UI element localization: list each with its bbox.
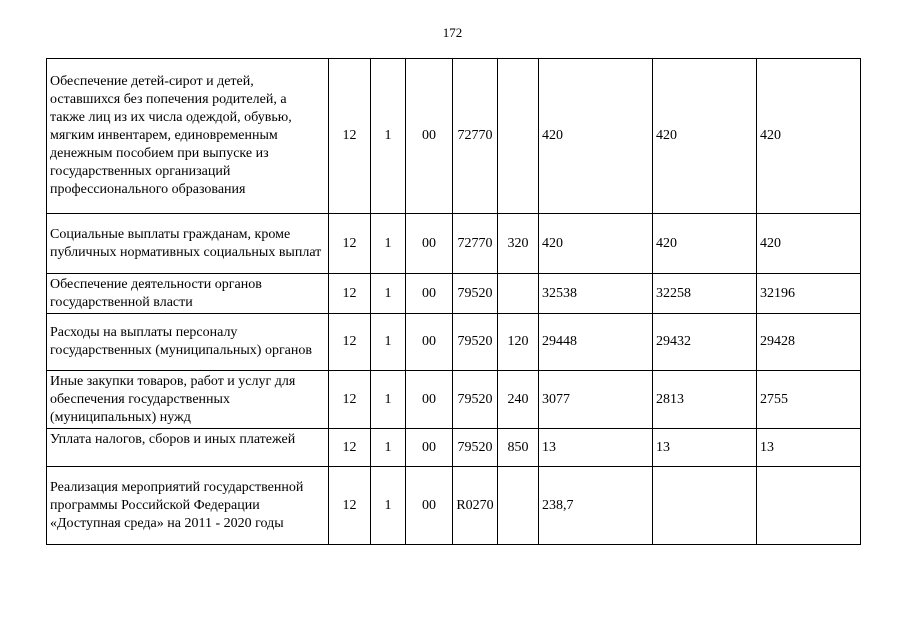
code-expense-type: 240 [498,371,539,429]
budget-table [46,58,861,545]
code-article: 79520 [453,274,498,314]
code-program: 00 [406,214,453,274]
amount-year-3: 420 [757,214,861,274]
code-article: 79520 [453,429,498,467]
code-expense-type: 120 [498,314,539,371]
table-row [47,314,861,371]
row-name: Иные закупки товаров, работ и услуг для обеспечения государственных (муниципальных) нужд [47,371,329,429]
code-program: 00 [406,371,453,429]
code-section: 12 [329,314,371,371]
amount-year-2: 13 [653,429,757,467]
amount-year-1: 420 [539,214,653,274]
amount-year-1: 13 [539,429,653,467]
page-number: 172 [442,25,463,40]
code-subsection: 1 [371,274,406,314]
row-name: Уплата налогов, сборов и иных платежей [47,429,329,467]
amount-year-1: 3077 [539,371,653,429]
row-name: Социальные выплаты гражданам, кроме публичных нормативных социальных выплат [47,214,329,274]
amount-year-2: 2813 [653,371,757,429]
amount-year-3: 2755 [757,371,861,429]
amount-year-1: 420 [539,59,653,214]
row-name: Обеспечение детей-сирот и детей, оставшихся без попечения родителей, а также лиц из их числа одеждой, обувью, мягким инвентарем, единовременным денежным пособием при выпуске из государственных организаций профессионального образования [47,59,329,214]
code-subsection: 1 [371,429,406,467]
code-article: 72770 [453,214,498,274]
code-section: 12 [329,214,371,274]
code-program: 00 [406,59,453,214]
row-name: Обеспечение деятельности органов государственной власти [47,274,329,314]
code-article: 79520 [453,314,498,371]
code-expense-type: 320 [498,214,539,274]
table-row [47,214,861,274]
table-row [47,59,861,214]
row-name: Расходы на выплаты персоналу государственных (муниципальных) органов [47,314,329,371]
code-subsection: 1 [371,59,406,214]
code-program: 00 [406,467,453,545]
amount-year-2 [653,467,757,545]
amount-year-2: 29432 [653,314,757,371]
amount-year-1: 32538 [539,274,653,314]
code-expense-type: 850 [498,429,539,467]
code-subsection: 1 [371,467,406,545]
code-program: 00 [406,314,453,371]
amount-year-3: 32196 [757,274,861,314]
row-name: Реализация мероприятий государственной программы Российской Федерации «Доступная среда» на 2011 - 2020 годы [47,467,329,545]
code-article: 72770 [453,59,498,214]
amount-year-1: 29448 [539,314,653,371]
code-section: 12 [329,371,371,429]
amount-year-3: 13 [757,429,861,467]
code-subsection: 1 [371,214,406,274]
code-program: 00 [406,429,453,467]
code-section: 12 [329,467,371,545]
code-subsection: 1 [371,371,406,429]
amount-year-2: 420 [653,59,757,214]
amount-year-2: 32258 [653,274,757,314]
amount-year-1: 238,7 [539,467,653,545]
code-section: 12 [329,274,371,314]
code-article: 79520 [453,371,498,429]
amount-year-3 [757,467,861,545]
amount-year-3: 29428 [757,314,861,371]
code-expense-type [498,59,539,214]
code-program: 00 [406,274,453,314]
code-subsection: 1 [371,314,406,371]
code-expense-type [498,274,539,314]
code-section: 12 [329,429,371,467]
code-section: 12 [329,59,371,214]
table-row [47,467,861,545]
amount-year-2: 420 [653,214,757,274]
code-article: R0270 [453,467,498,545]
table-row [47,429,861,467]
table-row [47,274,861,314]
code-expense-type [498,467,539,545]
table-row [47,371,861,429]
amount-year-3: 420 [757,59,861,214]
